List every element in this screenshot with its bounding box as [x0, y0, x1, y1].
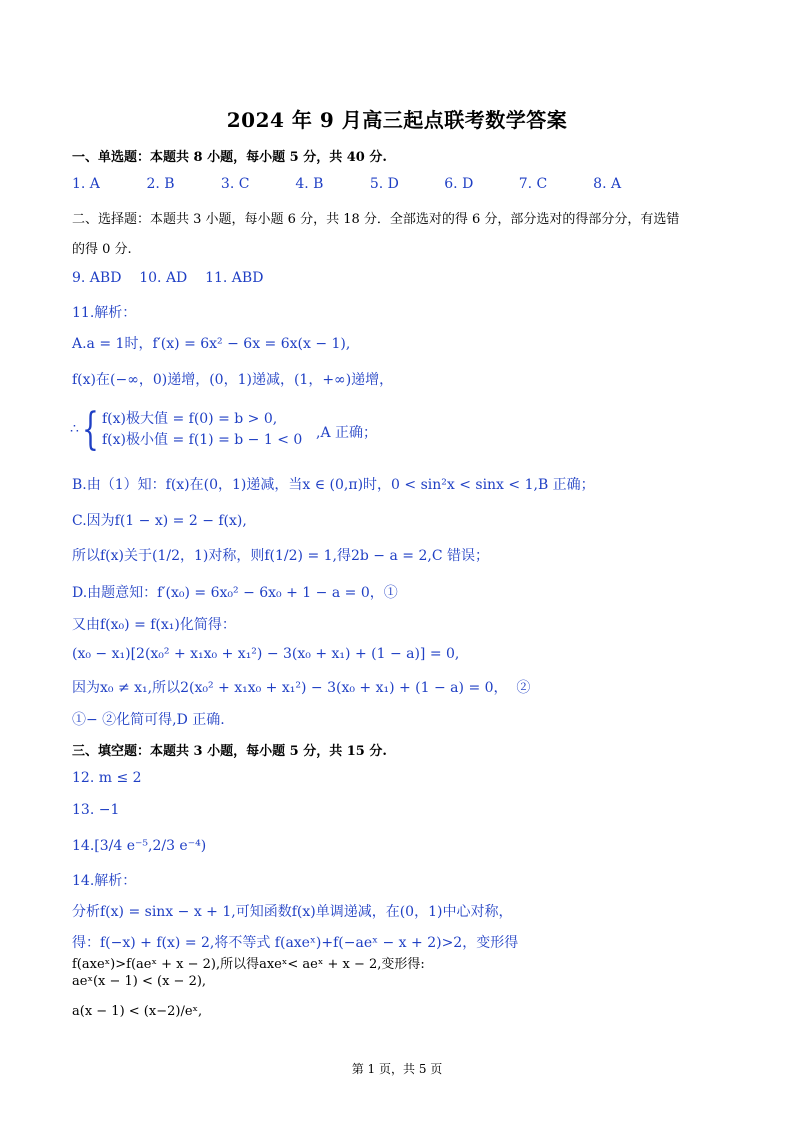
section1-heading: 一、单选题：本题共 8 小题，每小题 5 分，共 40 分. — [72, 150, 387, 165]
answer-1: 1. A — [72, 176, 100, 192]
analysis-11-line-d3: (x₀ − x₁)[2(x₀² + x₁x₀ + x₁²) − 3(x₀ + x₁) + (1 − a)] = 0, — [72, 646, 460, 662]
answer-5: 5. D — [369, 176, 399, 192]
analysis-14-line5: a(x − 1) < (x−2)/eˣ, — [72, 1004, 203, 1019]
analysis-11-line-d2: 又由f(x₀) = f(x₁)化简得： — [72, 617, 236, 633]
analysis-11-line-c: C.因为f(1 − x) = 2 − f(x), — [72, 513, 247, 529]
analysis-14-line3: f(axeˣ)>f(aeˣ + x − 2),所以得axeˣ< aeˣ + x − 2,变形得: — [72, 957, 425, 972]
analysis-11-line-a: A.a = 1时，f′(x) = 6x² − 6x = 6x(x − 1), — [72, 336, 351, 352]
section1-answers — [72, 176, 643, 192]
analysis-11-line-d5: ①− ②化简可得,D 正确. — [72, 712, 225, 728]
therefore-symbol: ∴ — [70, 421, 79, 437]
answer-3: 3. C — [220, 176, 250, 192]
analysis-11-title: 11.解析： — [72, 305, 137, 321]
analysis-14-line4: aeˣ(x − 1) < (x − 2), — [72, 974, 207, 989]
answer-13: 13. −1 — [72, 802, 120, 818]
analysis-11-line-d4: 因为x₀ ≠ x₁,所以2(x₀² + x₁x₀ + x₁²) − 3(x₀ + x₁) + (1 − a) = 0， ② — [72, 680, 531, 696]
section2-heading-line2: 的得 0 分. — [72, 242, 132, 257]
analysis-11-line-c2: 所以f(x)关于(1/2，1)对称，则f(1/2) = 1,得2b − a = 2,C 错误； — [72, 548, 489, 564]
system-line-min: f(x)极小值 = f(1) = b − 1 < 0 — [102, 432, 303, 448]
analysis-11-line-d: D.由题意知：f′(x₀) = 6x₀² − 6x₀ + 1 − a = 0，① — [72, 585, 398, 601]
answer-14: 14.[3/4 e⁻⁵,2/3 e⁻⁴) — [72, 838, 207, 854]
answer-8: 8. A — [593, 176, 622, 192]
system-conclusion: ,A 正确； — [316, 425, 378, 441]
page-footer: 第 1 页，共 5 页 — [351, 1062, 443, 1076]
answer-4: 4. B — [295, 176, 324, 192]
analysis-11-monotonic: f(x)在(−∞，0)递增，(0，1)递减，(1，+∞)递增， — [72, 372, 394, 388]
analysis-14-line1: 分析f(x) = sinx − x + 1,可知函数f(x)单调递减，在(0，1)中心对称， — [72, 904, 513, 920]
answer-2: 2. B — [146, 176, 175, 192]
answer-7: 7. C — [518, 176, 548, 192]
answer-12: 12. m ≤ 2 — [72, 770, 142, 786]
page-title: 2024 年 9 月高三起点联考数学答案 — [226, 108, 568, 132]
system-lines — [102, 409, 302, 451]
brace-glyph: { — [82, 404, 99, 455]
analysis-14-title: 14.解析： — [72, 873, 137, 889]
system-line-max: f(x)极大值 = f(0) = b > 0, — [102, 411, 278, 427]
section2-heading-line1: 二、选择题：本题共 3 小题，每小题 6 分，共 18 分．全部选对的得 6 分，部分选对的得部分分，有选错 — [72, 212, 680, 227]
answer-6: 6. D — [444, 176, 474, 192]
section2-answers: 9. ABD 10. AD 11. ABD — [72, 270, 264, 286]
analysis-11-line-b: B.由（1）知：f(x)在(0，1)递减，当x ∈ (0,π)时，0 < sin²x < sinx < 1,B 正确； — [72, 477, 595, 493]
analysis-14-line2: 得：f(−x) + f(x) = 2,将不等式 f(axeˣ)+f(−aeˣ − x + 2)>2，变形得 — [72, 935, 519, 951]
section3-heading: 三、填空题：本题共 3 小题，每小题 5 分，共 15 分. — [72, 744, 387, 759]
